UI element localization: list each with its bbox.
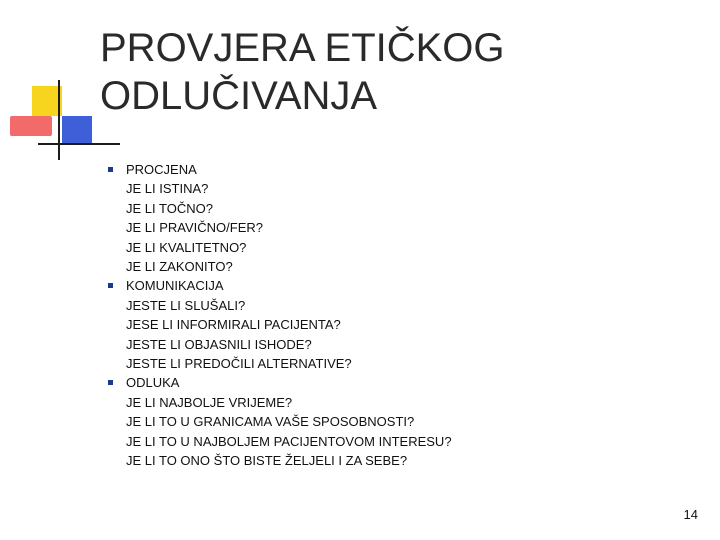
decor-horizontal-line: [38, 143, 120, 145]
list-item-text: JESE LI INFORMIRALI PACIJENTA?: [126, 317, 341, 333]
decor-pink-bar: [10, 116, 52, 136]
list-item: [126, 432, 686, 451]
slide-title-line-2: ODLUČIVANJA: [100, 74, 378, 118]
list-item-text: JESTE LI PREDOČILI ALTERNATIVE?: [126, 356, 352, 372]
bullet-heading: [126, 160, 686, 179]
list-item-text: KOMUNIKACIJA: [126, 278, 224, 294]
list-item-text: JE LI NAJBOLJE VRIJEME?: [126, 394, 293, 410]
decor-blue-square: [62, 116, 92, 144]
list-item: [126, 257, 686, 276]
list-item-text: JE LI ISTINA?: [126, 181, 209, 197]
list-item: [126, 315, 686, 334]
list-item: [126, 296, 686, 315]
slide-title: [100, 24, 660, 120]
list-item: [126, 179, 686, 198]
list-item: [126, 354, 686, 373]
list-item-text: JE LI ZAKONITO?: [126, 259, 233, 275]
list-item-text: JESTE LI OBJASNILI ISHODE?: [126, 336, 312, 352]
decorative-logo-squares: [0, 0, 110, 170]
list-item: [126, 199, 686, 218]
list-item: [126, 393, 686, 412]
list-item-text: JE LI TO ONO ŠTO BISTE ŽELJELI I ZA SEBE?: [126, 453, 408, 469]
list-item: [126, 238, 686, 257]
list-item-text: JE LI KVALITETNO?: [126, 239, 247, 255]
list-item-text: JE LI PRAVIČNO/FER?: [126, 220, 264, 236]
slide-title-line-1: PROVJERA ETIČKOG: [100, 26, 505, 70]
list-item: [126, 335, 686, 354]
square-bullet-icon: [108, 380, 113, 385]
decor-vertical-line: [58, 80, 60, 160]
list-item-text: JE LI TO U GRANICAMA VAŠE SPOSOBNOSTI?: [126, 414, 415, 430]
slide-content-list: [126, 160, 686, 471]
square-bullet-icon: [108, 167, 113, 172]
bullet-heading: [126, 373, 686, 392]
list-item: [126, 218, 686, 237]
list-item-text: JE LI TOČNO?: [126, 200, 213, 216]
list-item-text: ODLUKA: [126, 375, 180, 391]
list-item-text: PROCJENA: [126, 162, 197, 177]
list-item-text: JESTE LI SLUŠALI?: [126, 297, 246, 313]
bullet-heading: [126, 276, 686, 295]
list-item-text: JE LI TO U NAJBOLJEM PACIJENTOVOM INTERESU?: [126, 433, 452, 449]
list-item: [126, 451, 686, 470]
list-item: [126, 412, 686, 431]
page-number: 14: [683, 507, 698, 522]
square-bullet-icon: [108, 283, 113, 288]
